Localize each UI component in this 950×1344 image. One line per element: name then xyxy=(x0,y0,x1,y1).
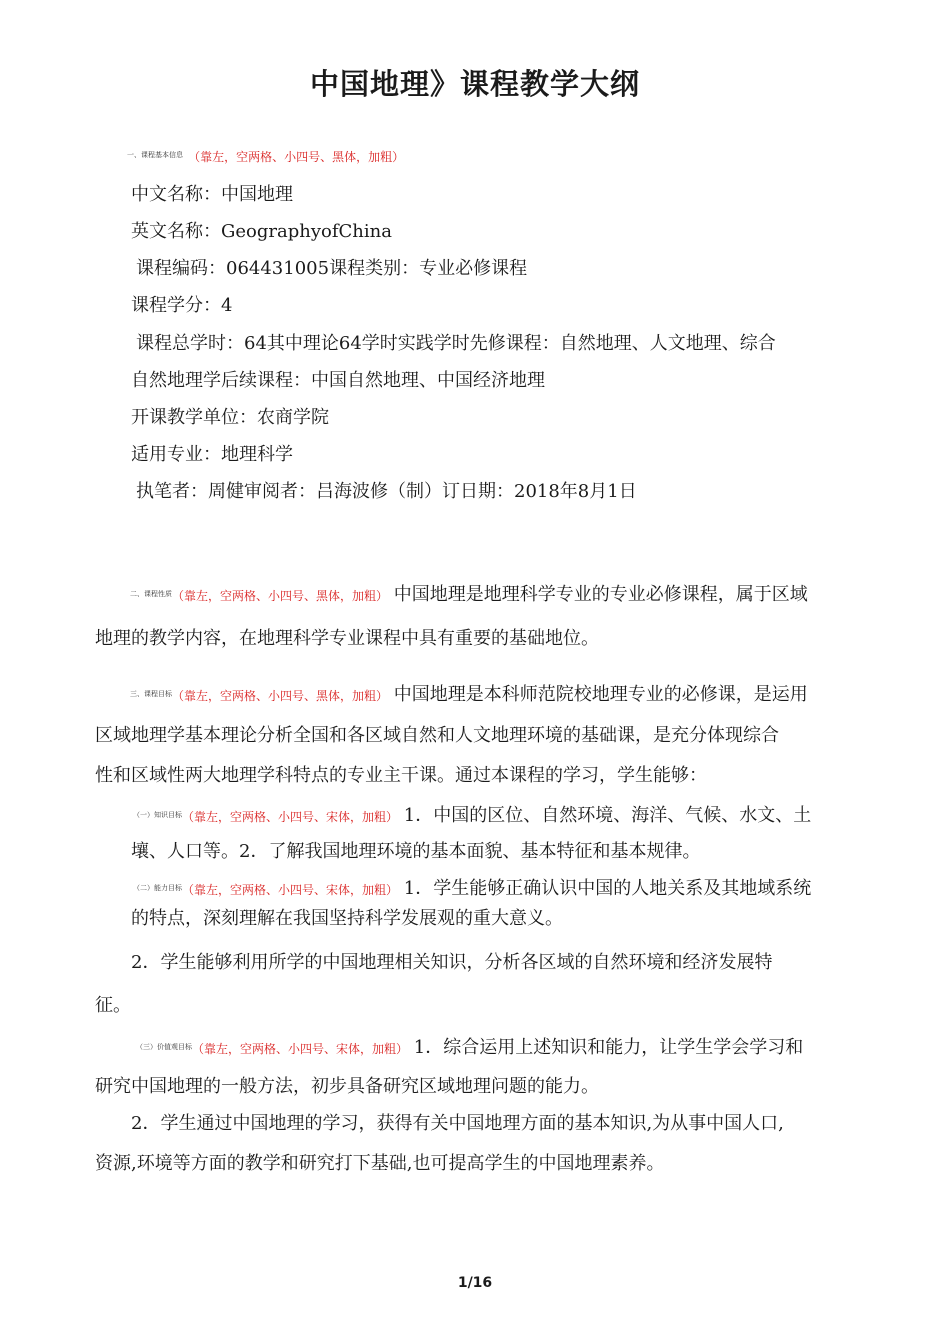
info-major: 适用专业：地理科学 xyxy=(131,444,293,465)
section-1-format-note: （靠左，空两格、小四号、黑体，加粗） xyxy=(188,150,405,164)
section-3-text-1: 中国地理是本科师范院校地理专业的必修课，是运用 xyxy=(393,684,808,705)
info-chinese-name: 中文名称：中国地理 xyxy=(131,184,293,205)
goal-3-text-2: 研究中国地理的一般方法，初步具备研究区域地理问题的能力。 xyxy=(95,1076,599,1097)
goal-3-item2-text-2: 资源,环境等方面的教学和研究打下基础,也可提高学生的中国地理素养。 xyxy=(95,1153,665,1174)
info-course-code-type: 课程编码：064431005课程类别：专业必修课程 xyxy=(136,258,528,279)
section-3-heading: 三、课程目标 xyxy=(130,690,172,698)
section-3-first-line xyxy=(130,682,808,708)
goal-3-first-line xyxy=(136,1035,803,1061)
section-3-format-note: （靠左，空两格、小四号、黑体，加粗） xyxy=(172,689,389,703)
page-number: 1/16 xyxy=(457,1275,493,1291)
section-3-text-3: 性和区域性两大地理学科特点的专业主干课。通过本课程的学习，学生能够： xyxy=(95,765,707,786)
goal-3-heading: （三）价值观目标 xyxy=(136,1043,192,1051)
section-2-first-line xyxy=(130,582,808,608)
section-2-heading: 二、课程性质 xyxy=(130,590,172,598)
goal-2-heading: （二）能力目标 xyxy=(133,884,182,892)
goal-2-format-note: （靠左，空两格、小四号、宋体，加粗） xyxy=(182,883,399,897)
section-1-heading-row xyxy=(127,146,404,165)
goal-2-text-2: 的特点，深刻理解在我国坚持科学发展观的重大意义。 xyxy=(131,908,563,929)
goal-1-first-line xyxy=(133,803,811,829)
section-2-text-2: 地理的教学内容，在地理科学专业课程中具有重要的基础地位。 xyxy=(95,628,599,649)
info-teaching-unit: 开课教学单位：农商学院 xyxy=(131,407,329,428)
goal-1-text-2: 壤、人口等。2．了解我国地理环境的基本面貌、基本特征和基本规律。 xyxy=(131,841,701,862)
section-2-format-note: （靠左，空两格、小四号、黑体，加粗） xyxy=(172,589,389,603)
info-hours-prereq: 课程总学时：64其中理论64学时实践学时先修课程：自然地理、人文地理、综合 xyxy=(136,333,776,354)
section-2-text-1: 中国地理是地理科学专业的专业必修课程，属于区域 xyxy=(393,584,808,605)
document-title: 中国地理》课程教学大纲 xyxy=(309,67,640,101)
info-followup-courses: 自然地理学后续课程：中国自然地理、中国经济地理 xyxy=(131,370,545,391)
section-1-heading: 一、课程基本信息 xyxy=(127,151,183,159)
info-credits: 课程学分：4 xyxy=(131,295,233,316)
goal-3-text-1: 1．综合运用上述知识和能力，让学生学会学习和 xyxy=(413,1037,804,1058)
goal-3-item2-text-1: 2．学生通过中国地理的学习，获得有关中国地理方面的基本知识,为从事中国人口, xyxy=(131,1113,784,1134)
goal-2-text-1: 1．学生能够正确认识中国的人地关系及其地域系统 xyxy=(403,878,812,899)
section-3-text-2: 区域地理学基本理论分析全国和各区域自然和人文地理环境的基础课，是充分体现综合 xyxy=(95,725,779,746)
goal-1-text-1: 1．中国的区位、自然环境、海洋、气候、水文、土 xyxy=(403,805,812,826)
goal-1-heading: （一）知识目标 xyxy=(133,811,182,819)
goal-2-item2-text-2: 征。 xyxy=(95,995,131,1016)
goal-1-format-note: （靠左，空两格、小四号、宋体，加粗） xyxy=(182,810,399,824)
goal-2-first-line xyxy=(133,876,811,902)
info-authors-date: 执笔者：周健审阅者：吕海波修（制）订日期：2018年8月1日 xyxy=(136,481,637,502)
goal-2-item2-text-1: 2．学生能够利用所学的中国地理相关知识，分析各区域的自然环境和经济发展特 xyxy=(131,952,773,973)
info-english-name: 英文名称：GeographyofChina xyxy=(131,221,392,242)
goal-3-format-note: （靠左，空两格、小四号、宋体，加粗） xyxy=(192,1042,409,1056)
